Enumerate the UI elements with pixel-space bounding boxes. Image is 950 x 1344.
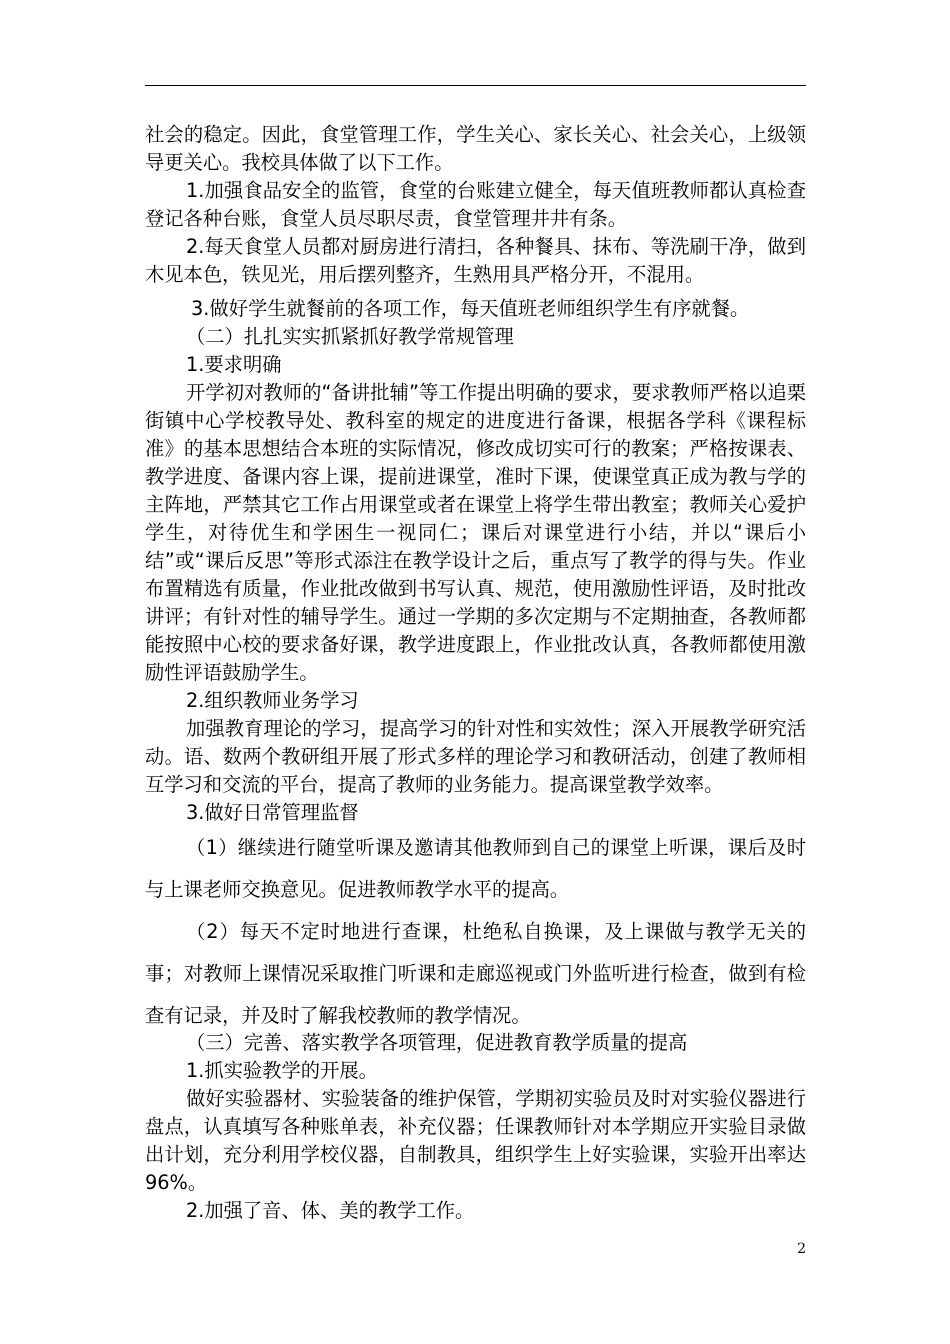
section-heading: （三）完善、落实教学各项管理，促进教育教学质量的提高 [186,1031,688,1054]
list-item: （2）每天不定时地进行查课，杜绝私自换课，及上课做与教学无关的事；对教师上课情况采取推门听课和走廊巡视或门外监听进行检查，做到有检查有记录，并及时了解我校教师的教学情况。 [145,920,806,1027]
list-item: （1）继续进行随堂听课及邀请其他教师到自己的课堂上听课，课后及时与上课老师交换意见。促进教师教学水平的提高。 [145,836,806,901]
list-item: 1.加强食品安全的监管，食堂的台账建立健全，每天值班教师都认真检查登记各种台账，食堂人员尽职尽责，食堂管理井井有条。 [145,179,806,230]
section-heading: （二）扎扎实实抓紧抓好教学常规管理 [186,325,514,348]
subsection-heading: 1.要求明确 [186,353,282,376]
header-rule [145,85,806,86]
paragraph: 加强教育理论的学习，提高学习的针对性和实效性；深入开展教学研究活动。语、数两个教研组开展了形式多样的理论学习和教研活动，创建了教师相互学习和交流的平台，提高了教师的业务能力。提高课堂教学效率。 [145,717,806,796]
subsection-heading: 2.组织教师业务学习 [186,689,359,712]
paragraph: 做好实验器材、实验装备的维护保管，学期初实验员及时对实验仪器进行盘点，认真填写各种账单表，补充仪器；任课教师针对本学期应开实验目录做出计划，充分利用学校仪器，自制教具，组织学生上好实验课，实验开出率达96%。 [145,1087,806,1194]
paragraph: 社会的稳定。因此，食堂管理工作，学生关心、家长关心、社会关心，上级领导更关心。我校具体做了以下工作。 [145,123,806,174]
list-item: 3.做好学生就餐前的各项工作，每天值班老师组织学生有序就餐。 [191,297,750,320]
subsection-heading: 1.抓实验教学的开展。 [186,1059,378,1082]
list-item: 2.每天食堂人员都对厨房进行清扫，各种餐具、抹布、等洗刷干净，做到木见本色，铁见光，用后摆列整齐，生熟用具严格分开，不混用。 [145,235,806,286]
page-number: 2 [797,1241,806,1257]
subsection-heading: 3.做好日常管理监督 [186,801,359,824]
subsection-heading: 2.加强了音、体、美的教学工作。 [186,1199,475,1222]
document-body [145,121,806,1225]
paragraph: 开学初对教师的“备讲批辅”等工作提出明确的要求，要求教师严格以追栗街镇中心学校教导处、教科室的规定的进度进行备课，根据各学科《课程标准》的基本思想结合本班的实际情况，修改成切实可行的教案；严格按课表、教学进度、备课内容上课，提前进课堂，准时下课，使课堂真正成为教与学的主阵地，严禁其它工作占用课堂或者在课堂上将学生带出教室；教师关心爱护学生，对待优生和学困生一视同仁；课后对课堂进行小结，并以“课后小结”或“课后反思”等形式添注在教学设计之后，重点写了教学的得与失。作业布置精选有质量，作业批改做到书写认真、规范，使用激励性评语，及时批改讲评；有针对性的辅导学生。通过一学期的多次定期与不定期抽查，各教师都能按照中心校的要求备好课，教学进度跟上，作业批改认真，各教师都使用激励性评语鼓励学生。 [145,381,806,684]
